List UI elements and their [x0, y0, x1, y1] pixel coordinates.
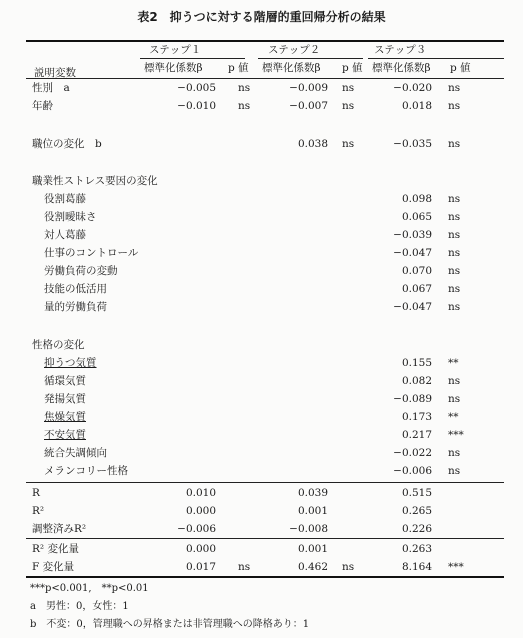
s3-beta-sex: −0.020	[393, 82, 432, 94]
s3-p-role-conflict: ns	[448, 193, 461, 205]
s2-beta-age: −0.007	[289, 100, 328, 112]
s3-p-hyperthymic: ns	[448, 393, 461, 405]
s3-beta-cyclothymic: 0.082	[401, 375, 432, 387]
s3-beta-schizotypal: −0.022	[393, 447, 432, 459]
s1-beta-age: −0.010	[177, 100, 216, 112]
s3-beta-workload-var: 0.070	[401, 265, 432, 277]
s3-p-skill: ns	[448, 283, 461, 295]
s1-r: 0.010	[185, 487, 216, 499]
s3-beta-anxious: 0.217	[401, 429, 432, 441]
row-label-position-change: 職位の変化 b	[32, 138, 102, 150]
s1-beta-sex: −0.005	[177, 82, 216, 94]
s2-beta-position: 0.038	[297, 138, 328, 150]
bottom-rule	[26, 576, 504, 578]
header-rule	[26, 78, 504, 79]
table-title: 表2 抑うつに対する階層的重回帰分析の結果	[137, 10, 386, 24]
s3-p-anxious: ***	[448, 429, 464, 441]
row-label-age: 年齢	[32, 100, 53, 112]
s2-p-sex: ns	[342, 82, 355, 94]
s3-beta-melancholic: −0.006	[393, 465, 432, 477]
row-label-hyperthymic: 発揚気質	[44, 393, 86, 405]
step-2-beta-header: 標準化係数β	[262, 62, 321, 74]
s3-r2: 0.265	[401, 505, 432, 517]
step-2-rule	[258, 58, 363, 59]
s2-p-f-change: ns	[342, 561, 355, 573]
s2-r2-change: 0.001	[297, 543, 328, 555]
s3-beta-quant-workload: −0.047	[393, 301, 432, 313]
s1-f-change: 0.017	[185, 561, 216, 573]
row-label-irritable: 焦燥気質	[44, 411, 86, 423]
s2-adj-r2: −0.008	[289, 523, 328, 535]
s3-p-job-control: ns	[448, 247, 461, 259]
s3-beta-job-control: −0.047	[393, 247, 432, 259]
s1-p-f-change: ns	[238, 561, 251, 573]
s3-beta-depressive: 0.155	[401, 357, 432, 369]
row-label-role-conflict: 役割葛藤	[44, 193, 86, 205]
step-2-header: ステップ２	[268, 44, 321, 56]
s3-p-role-ambiguity: ns	[448, 211, 461, 223]
s2-p-age: ns	[342, 100, 355, 112]
s3-beta-irritable: 0.173	[401, 411, 432, 423]
s2-r: 0.039	[297, 487, 328, 499]
s1-p-sex: ns	[238, 82, 251, 94]
footnote-significance: ***p<0.001, **p<0.01	[30, 583, 149, 594]
row-label-stress-section: 職業性ストレス要因の変化	[32, 175, 158, 187]
row-label-skill-underuse: 技能の低活用	[44, 283, 107, 295]
row-label-anxious: 不安気質	[44, 429, 86, 441]
s3-beta-role-conflict: 0.098	[401, 193, 432, 205]
s3-p-workload-var: ns	[448, 265, 461, 277]
footnote-a: a 男性：0，女性：1	[30, 601, 129, 612]
s3-p-depressive: **	[448, 357, 459, 369]
s3-p-cyclothymic: ns	[448, 375, 461, 387]
row-label-workload-variance: 労働負荷の変動	[44, 265, 118, 277]
s3-beta-age: 0.018	[401, 100, 432, 112]
step-1-rule	[140, 58, 245, 59]
step-2-p-header: p 値	[342, 62, 363, 74]
row-label-r2: R²	[32, 505, 45, 517]
s3-adj-r2: 0.226	[401, 523, 432, 535]
s3-p-interpersonal: ns	[448, 229, 461, 241]
s3-beta-position: −0.035	[393, 138, 432, 150]
s3-p-irritable: **	[448, 411, 459, 423]
s3-p-f-change: ***	[448, 561, 464, 573]
row-label-job-control: 仕事のコントロール	[44, 247, 139, 259]
row-label-sex: 性別 a	[32, 82, 70, 94]
s3-beta-skill: 0.067	[401, 283, 432, 295]
step-3-p-header: p 値	[450, 62, 471, 74]
row-label-interpersonal-conflict: 対人葛藤	[44, 229, 86, 241]
step-3-beta-header: 標準化係数β	[372, 62, 431, 74]
s3-p-age: ns	[448, 100, 461, 112]
s3-p-melancholic: ns	[448, 465, 461, 477]
top-rule	[26, 40, 504, 42]
step-1-beta-header: 標準化係数β	[144, 62, 203, 74]
footnote-b: b 不変：0，管理職への昇格または非管理職への降格あり：1	[30, 619, 310, 630]
s3-f-change: 8.164	[401, 561, 432, 573]
s1-p-age: ns	[238, 100, 251, 112]
step-3-rule	[368, 58, 504, 59]
s2-beta-sex: −0.009	[289, 82, 328, 94]
row-label-r2-change: R² 変化量	[32, 543, 79, 555]
row-label-cyclothymic: 循環気質	[44, 375, 86, 387]
s1-r2: 0.000	[185, 505, 216, 517]
row-label-quantitative-workload: 量的労働負荷	[44, 301, 107, 313]
step-3-header: ステップ３	[374, 44, 427, 56]
row-label-role-ambiguity: 役割曖昧さ	[44, 211, 97, 223]
s1-adj-r2: −0.006	[177, 523, 216, 535]
row-label-schizotypal: 統合失調傾向	[44, 447, 107, 459]
s3-p-position: ns	[448, 138, 461, 150]
change-rule	[26, 538, 504, 539]
s3-beta-role-ambiguity: 0.065	[401, 211, 432, 223]
s3-p-sex: ns	[448, 82, 461, 94]
s2-r2: 0.001	[297, 505, 328, 517]
row-label-melancholic: メランコリー性格	[44, 465, 128, 477]
s3-p-quant-workload: ns	[448, 301, 461, 313]
s2-f-change: 0.462	[297, 561, 328, 573]
s3-r: 0.515	[401, 487, 432, 499]
s3-beta-interpersonal: −0.039	[393, 229, 432, 241]
s2-p-position: ns	[342, 138, 355, 150]
s3-beta-hyperthymic: −0.089	[393, 393, 432, 405]
stats-rule	[26, 482, 504, 483]
s3-r2-change: 0.263	[401, 543, 432, 555]
step-1-p-header: p 値	[228, 62, 249, 74]
row-label-personality-section: 性格の変化	[32, 339, 85, 351]
row-label-f-change: F 変化量	[32, 561, 75, 573]
row-label-adj-r2: 調整済みR²	[32, 523, 87, 535]
s3-p-schizotypal: ns	[448, 447, 461, 459]
s1-r2-change: 0.000	[185, 543, 216, 555]
row-label-depressive: 抑うつ気質	[44, 357, 97, 369]
row-label-r: R	[32, 487, 40, 499]
variable-header: 説明変数	[34, 67, 76, 79]
step-1-header: ステップ１	[149, 44, 202, 56]
